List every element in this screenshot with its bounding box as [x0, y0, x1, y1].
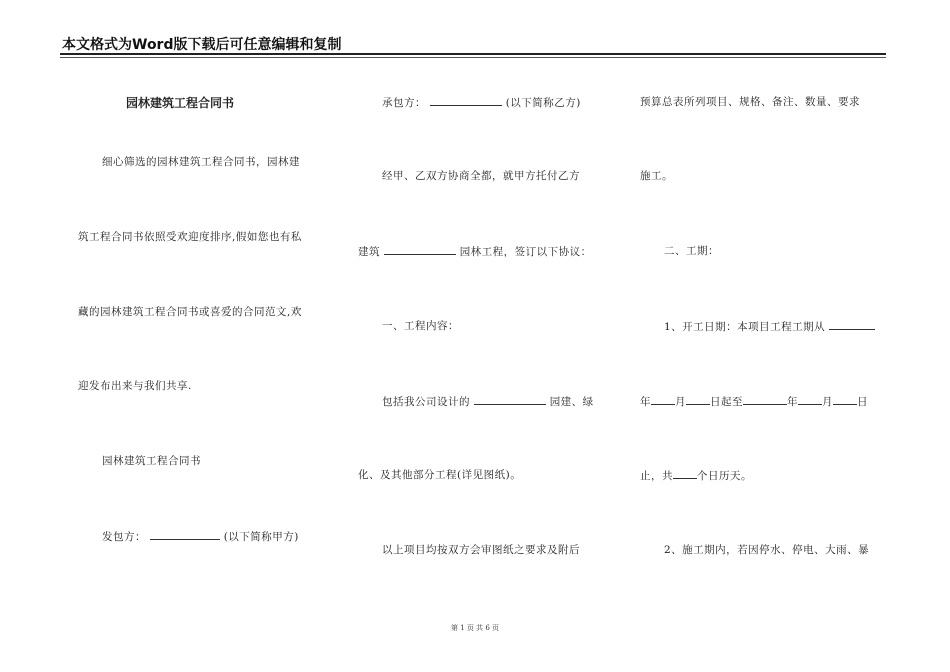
year-blank-1 [651, 393, 675, 405]
year-label-1: 年 [640, 396, 651, 408]
total-days-blank [673, 467, 697, 479]
chengbao-line [382, 94, 581, 110]
col2-line-5 [382, 393, 594, 409]
intro-line-1: 细心筛选的园林建筑工程合同书，园林建 [102, 156, 300, 168]
chengbao-label: 承包方： [382, 97, 426, 109]
intro-line-4: 迎发布出来与我们共享. [78, 380, 192, 392]
design-suffix: 园建、绿 [549, 396, 594, 408]
chengbao-blank [430, 94, 502, 106]
year-label-2: 年 [787, 396, 798, 408]
chengbao-suffix: (以下简称乙方) [505, 97, 581, 109]
month-blank-2 [798, 393, 822, 405]
start-date-blank [829, 318, 875, 330]
col3-line-2: 施工。 [640, 170, 673, 182]
intro-line-2: 筑工程合同书依照受欢迎度排序,假如您也有私 [78, 231, 302, 243]
col2-line-3 [358, 243, 592, 259]
total-days-suffix: 个日历天。 [697, 470, 752, 482]
month-label-2: 月 [822, 396, 833, 408]
total-days-label: 止，共 [640, 470, 673, 482]
header-rule-thin [60, 57, 886, 58]
month-blank-1 [686, 393, 710, 405]
design-blank [474, 393, 546, 405]
col2-line-2: 经甲、乙双方协商全都，就甲方托付乙方 [382, 170, 580, 182]
intro-line-3: 藏的园林建筑工程合同书或喜爱的合同范文,欢 [78, 306, 302, 318]
subtitle: 园林建筑工程合同书 [102, 455, 201, 467]
col2-line-6: 化、及其他部分工程(详见图纸)。 [358, 469, 522, 481]
construct-label: 建筑 [358, 246, 380, 258]
header-rule-thick [60, 53, 886, 55]
day-label: 日 [857, 396, 868, 408]
construct-suffix: 园林工程，签订以下协议： [459, 246, 592, 258]
design-label: 包括我公司设计的 [382, 396, 470, 408]
col3-line-7: 2、施工期内，若因停水、停电、大雨、暴 [664, 544, 870, 556]
month-label-1: 月 [675, 396, 686, 408]
fabao-blank [150, 528, 220, 540]
total-days-line [640, 467, 752, 483]
start-date-label: 1、开工日期：本项目工程工期从 [664, 321, 826, 333]
from-label: 日起至 [710, 396, 743, 408]
fabao-label: 发包方： [102, 531, 146, 543]
col3-line-1: 预算总表所列项目、规格、备注、数量、要求 [640, 96, 860, 108]
page-number: 第 1 页 共 6 页 [450, 624, 500, 632]
start-date-line [664, 318, 875, 334]
date-range-line [640, 393, 868, 409]
col2-line-7: 以上项目均按双方会审图纸之要求及附后 [382, 544, 580, 556]
construct-blank [384, 243, 456, 255]
year-blank-2 [743, 393, 787, 405]
header-title: 本文格式为Word版下载后可任意编辑和复制 [62, 37, 342, 53]
document-title: 园林建筑工程合同书 [126, 96, 235, 110]
section-2-heading: 二、工期： [664, 245, 719, 257]
section-1-heading: 一、工程内容： [382, 320, 459, 332]
fabao-suffix: (以下简称甲方) [223, 531, 299, 543]
day-blank [833, 393, 857, 405]
fabao-line [102, 528, 299, 544]
